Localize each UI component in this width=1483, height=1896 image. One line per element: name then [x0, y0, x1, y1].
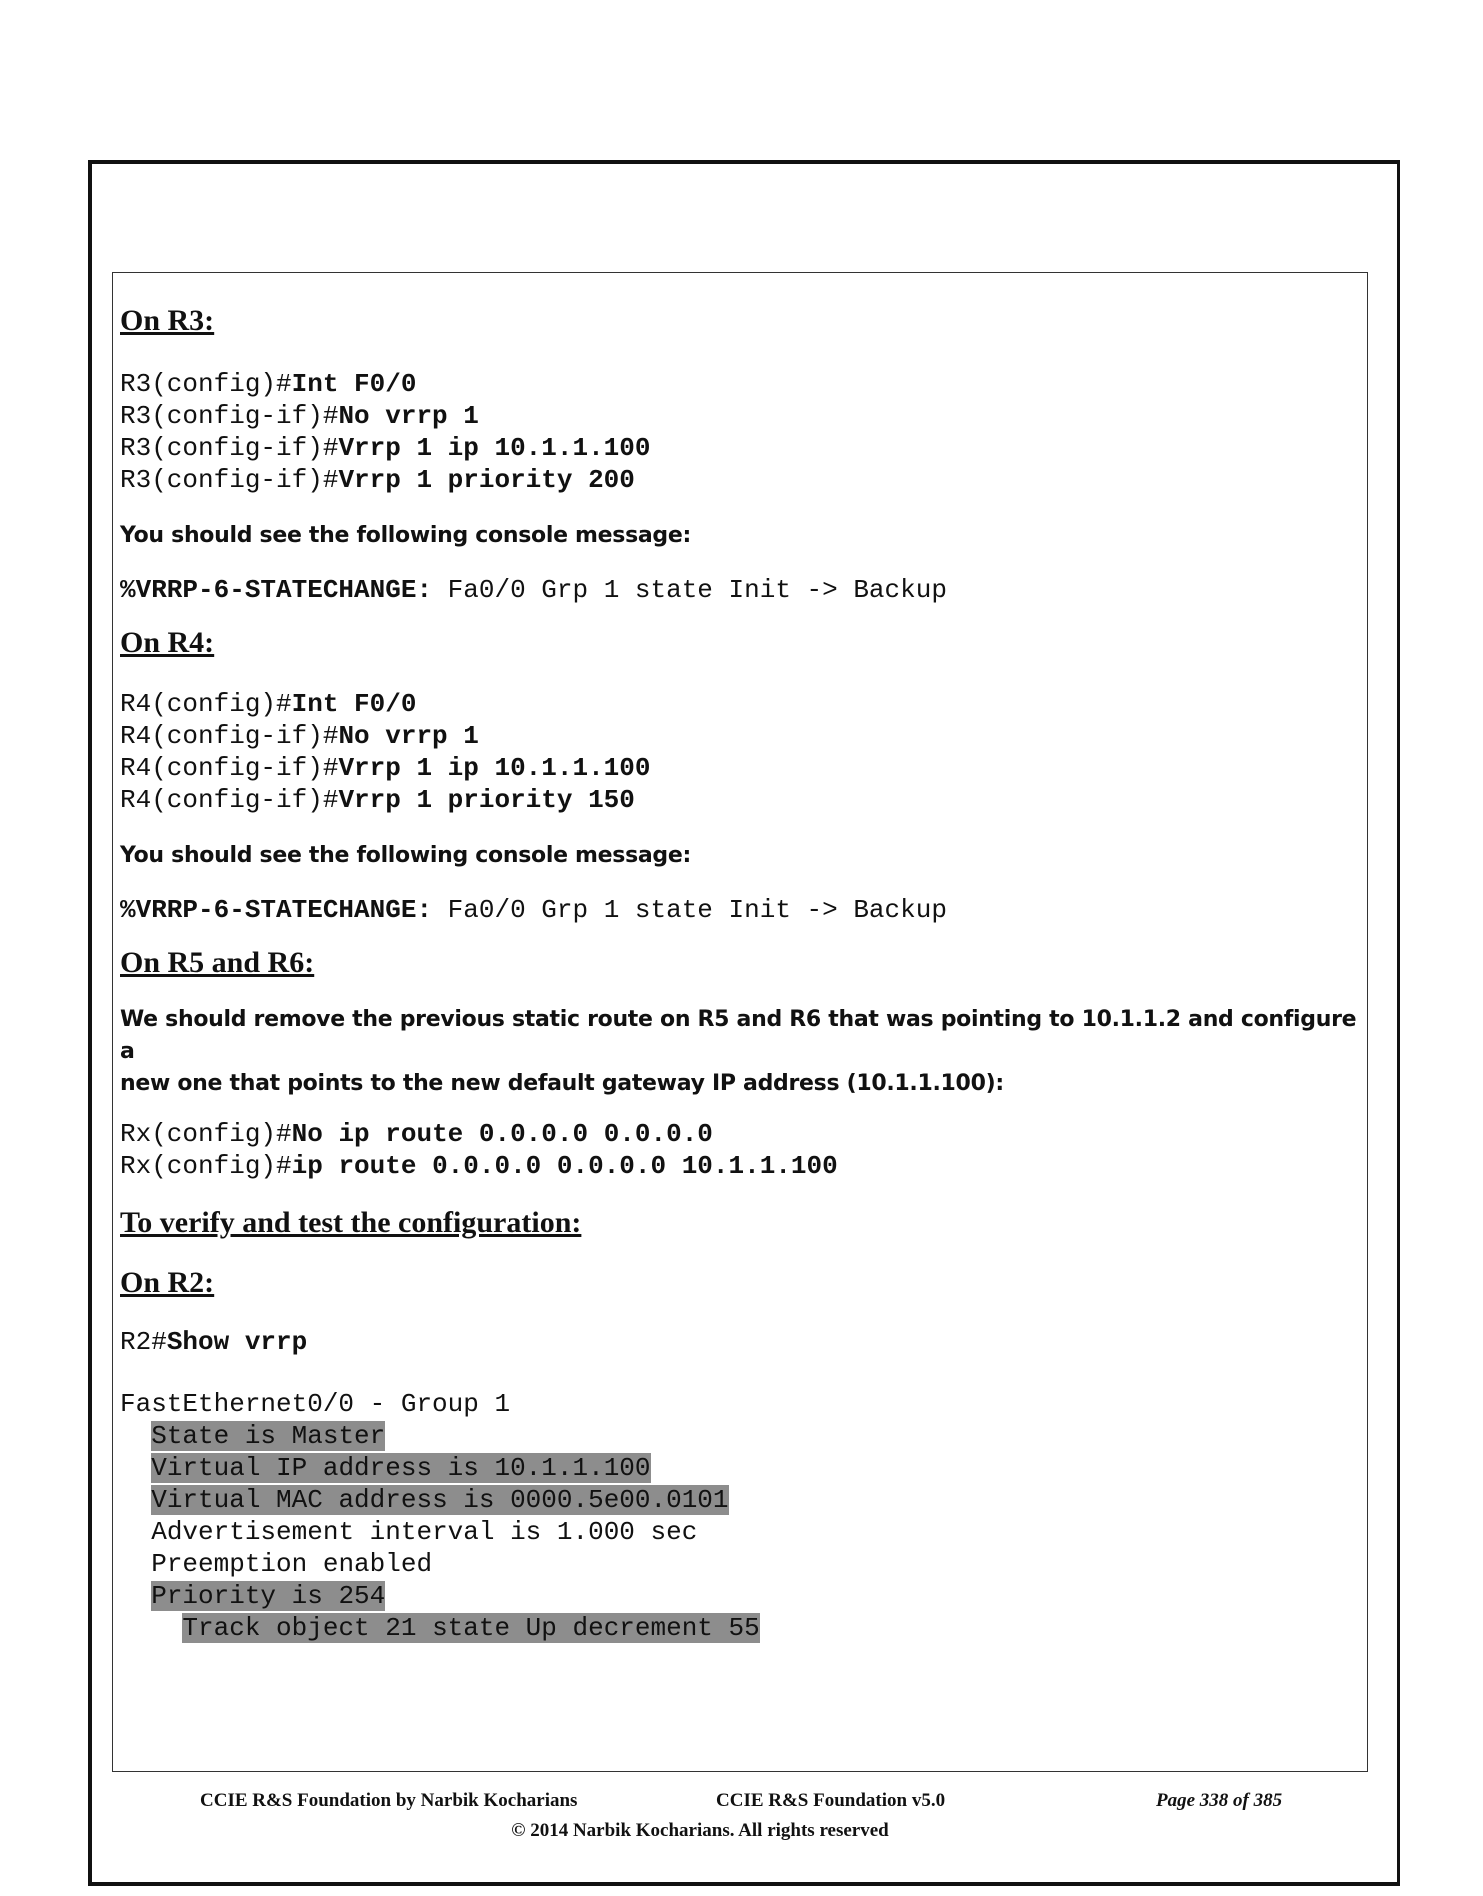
footer-author: CCIE R&S Foundation by Narbik Kocharians: [200, 1790, 578, 1811]
section-heading-r2: On R2:: [120, 1266, 215, 1299]
output-line: Virtual MAC address is 0000.5e00.0101: [151, 1485, 729, 1515]
console-message: %VRRP-6-STATECHANGE: Fa0/0 Grp 1 state Init -> Backup: [120, 575, 947, 605]
document-content: [120, 302, 1360, 1644]
r56-config-block: [120, 1118, 1360, 1182]
section-heading-verify: To verify and test the configuration:: [120, 1206, 582, 1239]
footer-title: CCIE R&S Foundation v5.0: [716, 1790, 946, 1811]
show-command-line: R2#Show vrrp: [120, 1327, 308, 1357]
code-line: Rx(config)#No ip route 0.0.0.0 0.0.0.0: [120, 1119, 713, 1149]
code-line: R4(config-if)#Vrrp 1 priority 150: [120, 785, 635, 815]
r3-config-block: [120, 368, 1360, 496]
section-heading-r4: On R4:: [120, 626, 215, 659]
code-line: R3(config)#Int F0/0: [120, 369, 417, 399]
output-line: Track object 21 state Up decrement 55: [182, 1613, 760, 1643]
footer-copyright: © 2014 Narbik Kocharians. All rights reserved: [511, 1820, 889, 1841]
section-heading-r5-r6: On R5 and R6:: [120, 946, 315, 979]
code-line: R3(config-if)#Vrrp 1 ip 10.1.1.100: [120, 433, 651, 463]
code-line: R4(config)#Int F0/0: [120, 689, 417, 719]
code-line: R3(config-if)#No vrrp 1: [120, 401, 479, 431]
console-note: You should see the following console message:: [120, 843, 691, 868]
route-note-line: new one that points to the new default gateway IP address (10.1.1.100):: [120, 1071, 1004, 1096]
output-line: State is Master: [151, 1421, 386, 1451]
output-line: Preemption enabled: [151, 1549, 433, 1579]
footer-page-number: Page 338 of 385: [1156, 1790, 1283, 1811]
code-line: R3(config-if)#Vrrp 1 priority 200: [120, 465, 635, 495]
console-note: You should see the following console message:: [120, 523, 691, 548]
output-line: Advertisement interval is 1.000 sec: [151, 1517, 698, 1547]
console-message: %VRRP-6-STATECHANGE: Fa0/0 Grp 1 state Init -> Backup: [120, 895, 947, 925]
output-line: Virtual IP address is 10.1.1.100: [151, 1453, 651, 1483]
r4-config-block: [120, 688, 1360, 816]
route-note-line: We should remove the previous static route on R5 and R6 that was pointing to 10.1.1.2 and configure a: [120, 1007, 1357, 1064]
code-line: R4(config-if)#No vrrp 1: [120, 721, 479, 751]
section-heading-r3: On R3:: [120, 304, 215, 337]
show-output-block: [120, 1420, 1360, 1644]
output-line: Priority is 254: [151, 1581, 386, 1611]
code-line: R4(config-if)#Vrrp 1 ip 10.1.1.100: [120, 753, 651, 783]
code-line: Rx(config)#ip route 0.0.0.0 0.0.0.0 10.1.1.100: [120, 1151, 838, 1181]
show-output-header: FastEthernet0/0 - Group 1: [120, 1389, 511, 1419]
